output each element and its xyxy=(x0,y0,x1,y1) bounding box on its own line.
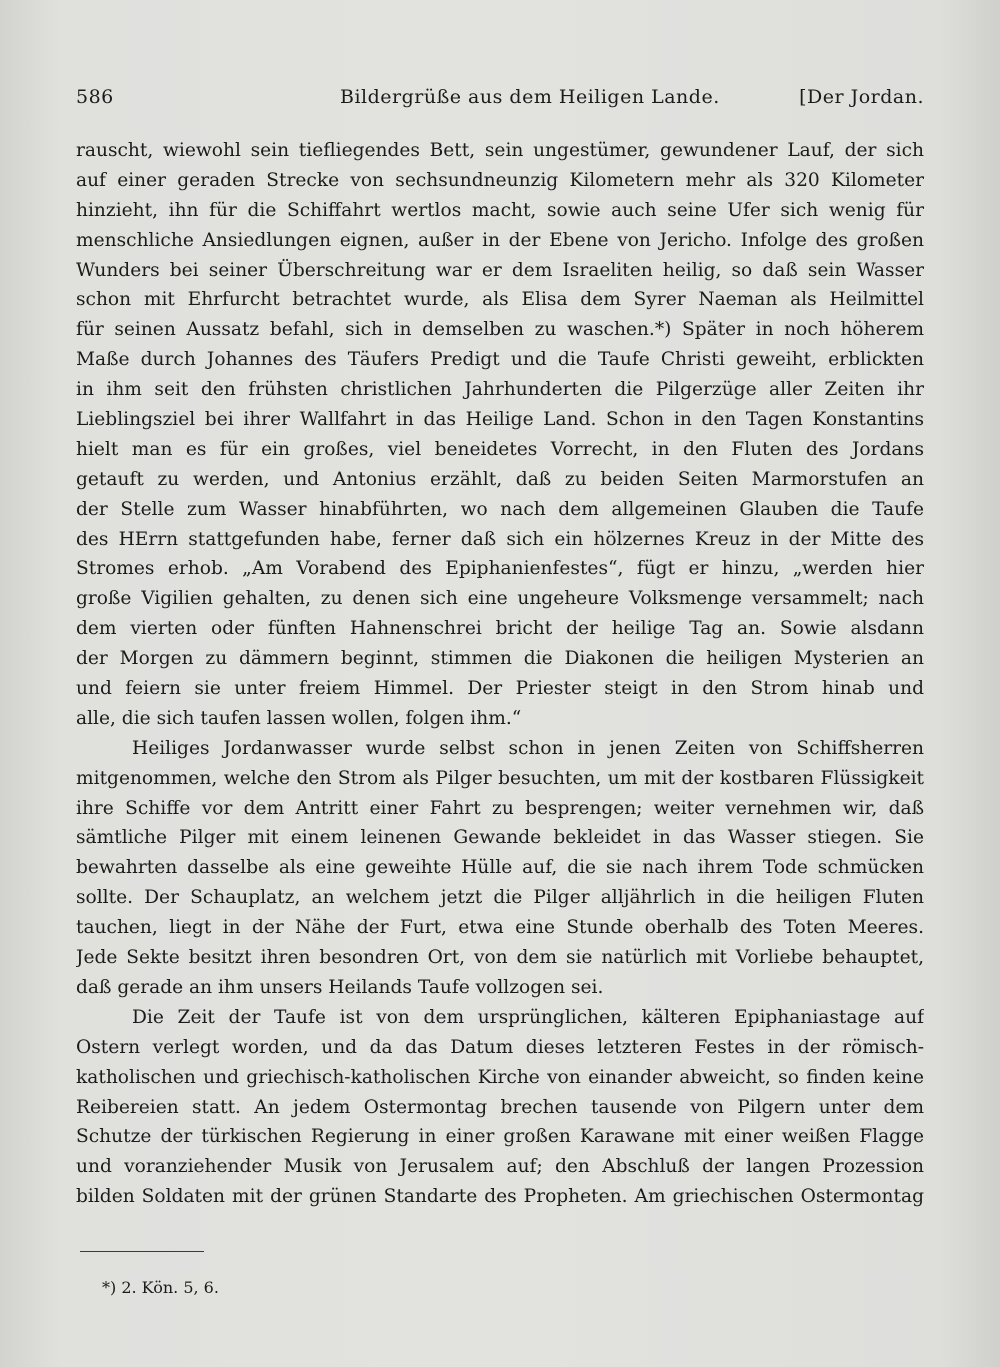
text-line: ihre Schiffe vor dem Antritt einer Fahrt zu besprengen; weiter vernehmen wir, daß xyxy=(76,797,924,819)
text-line: sollte. Der Schauplatz, an welchem jetzt die Pilger alljährlich in die heiligen Fluten xyxy=(76,887,924,909)
text-line: in ihm seit den frühsten christlichen Jahrhunderten die Pilgerzüge aller Zeiten ihr xyxy=(76,379,924,401)
text-line: der Stelle zum Wasser hinabführten, wo nach dem allgemeinen Glauben die Taufe xyxy=(76,498,924,520)
text-line: hinzieht, ihn für die Schiffahrt wertlos macht, sowie auch seine Ufer sich wenig für xyxy=(76,199,924,221)
text-line: sämtliche Pilger mit einem leinenen Gewande bekleidet in das Wasser stiegen. Sie xyxy=(76,827,924,849)
text-line: auf einer geraden Strecke von sechsundneunzig Kilometern mehr als 320 Kilometer xyxy=(76,169,924,191)
text-line: menschliche Ansiedlungen eignen, außer in der Ebene von Jericho. Infolge des großen xyxy=(76,229,924,251)
text-line: und feiern sie unter freiem Himmel. Der Priester steigt in den Strom hinab und xyxy=(76,678,924,700)
text-line: Schutze der türkischen Regierung in einer großen Karawane mit einer weißen Flagge xyxy=(76,1126,924,1148)
text-line: und voranziehender Musik von Jerusalem auf; den Abschluß der langen Prozession xyxy=(76,1156,924,1178)
running-header xyxy=(76,86,924,116)
text-line: katholischen und griechisch-katholischen Kirche von einander abweicht, so finden keine xyxy=(76,1066,924,1088)
text-line: Die Zeit der Taufe ist von dem ursprünglichen, kälteren Epiphaniastage auf xyxy=(132,1006,924,1028)
text-line: alle, die sich taufen lassen wollen, folgen ihm.“ xyxy=(76,707,522,729)
text-line: mitgenommen, welche den Strom als Pilger besuchten, um mit der kostbaren Flüssigkeit xyxy=(76,767,924,789)
section-title: [Der Jordan. xyxy=(799,86,924,108)
running-title: Bildergrüße aus dem Heiligen Lande. xyxy=(340,86,720,108)
text-line: schon mit Ehrfurcht betrachtet wurde, als Elisa dem Syrer Naeman als Heilmittel xyxy=(76,289,924,311)
text-line: Ostern verlegt worden, und da das Datum dieses letzteren Festes in der römisch- xyxy=(76,1036,924,1058)
text-line: hielt man es für ein großes, viel beneidetes Vorrecht, in den Fluten des Jordans xyxy=(76,438,924,460)
text-line: Maße durch Johannes des Täufers Predigt und die Taufe Christi geweiht, erblickten xyxy=(76,349,924,371)
text-line: der Morgen zu dämmern beginnt, stimmen die Diakonen die heiligen Mysterien an xyxy=(76,648,924,670)
text-line: Stromes erhob. „Am Vorabend des Epiphanienfestes“, fügt er hinzu, „werden hier xyxy=(76,558,924,580)
text-line: Lieblingsziel bei ihrer Wallfahrt in das Heilige Land. Schon in den Tagen Konstantins xyxy=(76,409,924,431)
footnote: *) 2. Kön. 5, 6. xyxy=(102,1278,219,1297)
text-line: daß gerade an ihm unsers Heilands Taufe vollzogen sei. xyxy=(76,976,604,998)
page-number: 586 xyxy=(76,86,114,108)
text-line: Jede Sekte besitzt ihren besondren Ort, von dem sie natürlich mit Vorliebe behauptet, xyxy=(76,947,924,969)
text-line: Reibereien statt. An jedem Ostermontag brechen tausende von Pilgern unter dem xyxy=(76,1096,924,1118)
text-line: Heiliges Jordanwasser wurde selbst schon in jenen Zeiten von Schiffsherren xyxy=(132,737,924,759)
text-line: getauft zu werden, und Antonius erzählt, daß zu beiden Seiten Marmorstufen an xyxy=(76,468,924,490)
text-line: tauchen, liegt in der Nähe der Furt, etwa eine Stunde oberhalb des Toten Meeres. xyxy=(76,917,924,939)
body-text xyxy=(76,136,924,1212)
text-line: rauscht, wiewohl sein tiefliegendes Bett, sein ungestümer, gewundener Lauf, der sich xyxy=(76,140,924,161)
text-line: des HErrn stattgefunden habe, ferner daß sich ein hölzernes Kreuz in der Mitte des xyxy=(76,528,924,550)
text-line: große Vigilien gehalten, zu denen sich eine ungeheure Volksmenge versammelt; nach xyxy=(76,588,924,610)
text-line: für seinen Aussatz befahl, sich in demselben zu waschen.*) Später in noch höherem xyxy=(76,319,924,341)
text-line: bilden Soldaten mit der grünen Standarte des Propheten. Am griechischen Ostermontag xyxy=(76,1186,924,1208)
text-line: dem vierten oder fünften Hahnenschrei bricht der heilige Tag an. Sowie alsdann xyxy=(76,618,924,640)
text-line: Wunders bei seiner Überschreitung war er dem Israeliten heilig, so daß sein Wasser xyxy=(76,259,924,281)
text-line: bewahrten dasselbe als eine geweihte Hülle auf, die sie nach ihrem Tode schmücken xyxy=(76,857,924,879)
footnote-divider xyxy=(80,1251,204,1252)
